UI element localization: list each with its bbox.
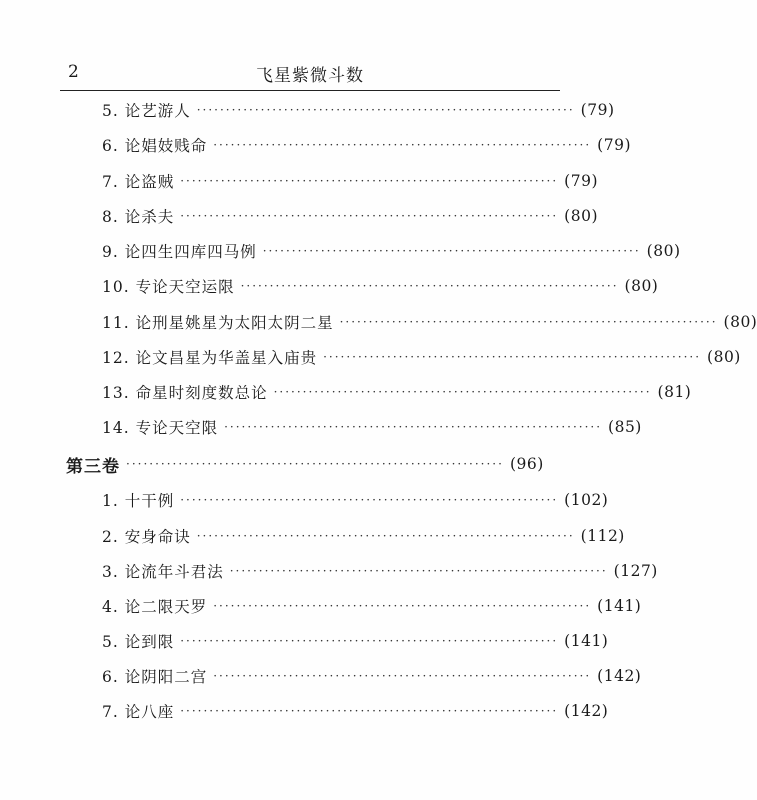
toc-entry-page: (102) [564, 491, 609, 509]
toc-entry-page: (141) [597, 597, 642, 615]
toc-entry-page: (81) [657, 383, 692, 401]
dot-leader: ································································· [180, 174, 559, 188]
toc-entry [102, 627, 609, 655]
toc-entry-title: 5. 论艺游人 [102, 102, 191, 120]
toc-entry-title: 12. 论文昌星为华盖星入庙贵 [102, 349, 318, 367]
dot-leader: ································································· [240, 279, 619, 293]
toc-entry-title: 7. 论盗贼 [102, 173, 175, 191]
dot-leader: ································································· [180, 493, 559, 507]
toc-volume-heading [66, 450, 544, 478]
dot-leader: ································································· [262, 244, 641, 258]
toc-entry [102, 96, 615, 124]
dot-leader: ································································· [180, 209, 559, 223]
toc-entry-title: 14. 专论天空限 [102, 419, 219, 437]
toc-entry-page: (96) [509, 455, 544, 473]
toc-entry [102, 592, 642, 620]
toc-entry-page: (80) [564, 207, 598, 225]
toc-entry-title: 10. 专论天空运限 [102, 278, 235, 296]
toc-entry-page: (80) [707, 348, 741, 366]
toc-entry-title: 8. 论杀夫 [102, 208, 175, 226]
toc-entry [102, 522, 625, 550]
toc-entry-title: 6. 论娼妓贱命 [102, 137, 208, 155]
dot-leader: ································································· [273, 385, 652, 399]
toc-entry-page: (142) [597, 667, 642, 685]
toc-entry [102, 202, 598, 230]
toc-entry-title: 11. 论刑星姚星为太阳太阴二星 [102, 314, 334, 332]
toc-entry [102, 486, 609, 514]
toc-entry-title: 6. 论阴阳二宫 [102, 668, 208, 686]
toc-entry-title: 13. 命星时刻度数总论 [102, 384, 268, 402]
running-title: 飞星紫微斗数 [256, 66, 364, 86]
toc-entry [102, 131, 631, 159]
page-header [60, 58, 560, 90]
toc-entry-page: (80) [624, 277, 659, 295]
toc-entry-title: 4. 论二限天罗 [102, 598, 208, 616]
dot-leader: ································································· [196, 103, 575, 117]
toc-entry [102, 378, 692, 406]
toc-entry-page: (127) [613, 562, 658, 580]
toc-entry-title: 3. 论流年斗君法 [102, 563, 224, 581]
toc-entry [102, 272, 659, 300]
toc-entry-page: (142) [564, 702, 609, 720]
dot-leader: ································································· [339, 315, 718, 329]
dot-leader: ································································· [213, 138, 592, 152]
toc-entry [102, 413, 642, 441]
toc-entry-title: 5. 论到限 [102, 633, 175, 651]
toc-entry [102, 167, 598, 195]
toc-entry-page: (141) [564, 632, 609, 650]
page-number: 2 [68, 62, 79, 82]
dot-leader: ································································· [229, 564, 608, 578]
header-rule [60, 90, 560, 91]
toc-entry-page: (85) [608, 418, 642, 436]
toc-entry-page: (80) [723, 313, 757, 331]
dot-leader: ································································· [224, 420, 603, 434]
toc-entry-page: (79) [597, 136, 631, 154]
dot-leader: ································································· [126, 457, 504, 471]
toc-entry-page: (112) [580, 527, 625, 545]
toc-entry [102, 308, 757, 336]
toc-entry-title: 1. 十干例 [102, 492, 175, 510]
toc-entry-title: 9. 论四生四库四马例 [102, 243, 257, 261]
dot-leader: ································································· [180, 704, 559, 718]
dot-leader: ································································· [323, 350, 702, 364]
toc-entry-title: 7. 论八座 [102, 703, 175, 721]
toc-entry [102, 557, 658, 585]
toc-entry-page: (79) [580, 101, 615, 119]
toc-entry-page: (80) [646, 242, 681, 260]
dot-leader: ································································· [213, 669, 592, 683]
toc-entry-title: 2. 安身命诀 [102, 528, 191, 546]
dot-leader: ································································· [196, 529, 575, 543]
toc-entry [102, 697, 609, 725]
toc-entry [102, 343, 741, 371]
dot-leader: ································································· [180, 634, 559, 648]
toc-entry-page: (79) [564, 172, 598, 190]
toc-entry [102, 237, 681, 265]
volume-title: 第三卷 [66, 456, 120, 477]
dot-leader: ································································· [213, 599, 592, 613]
toc-entry [102, 662, 642, 690]
